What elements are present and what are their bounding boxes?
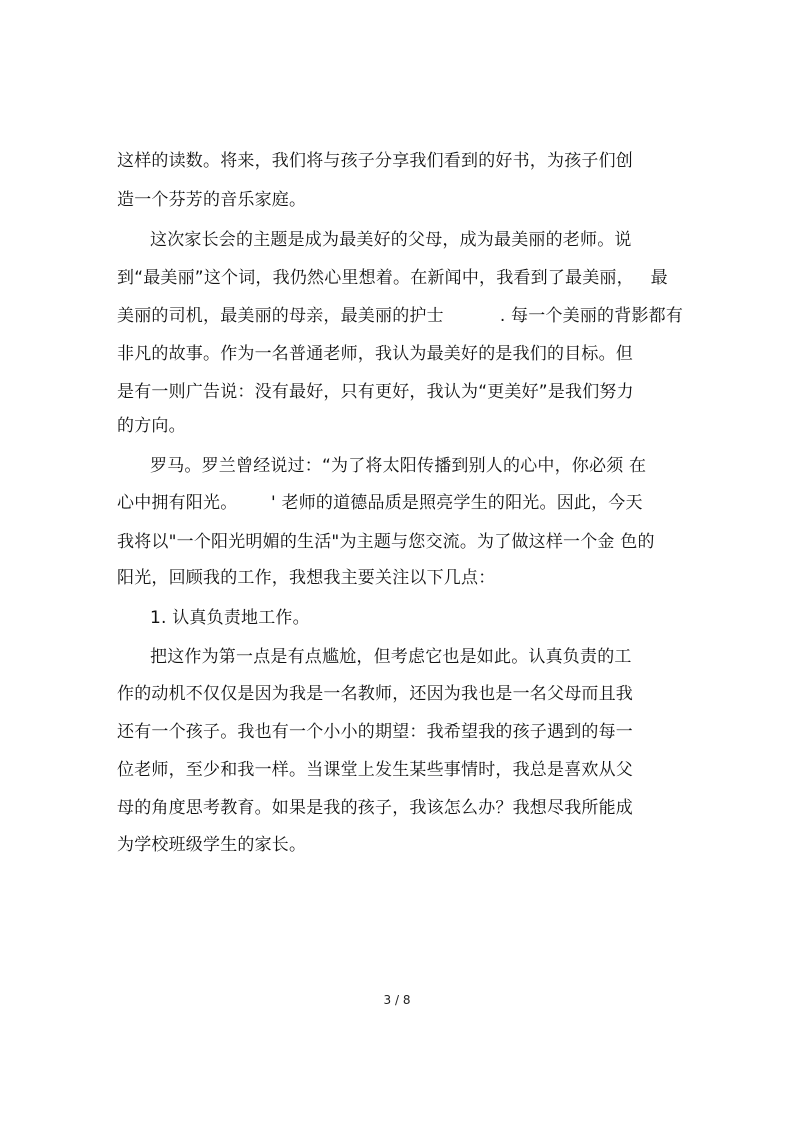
text-line: 为学校班级学生的家长。 bbox=[117, 835, 307, 855]
text-line: 是有一则广告说：没有最好，只有更好，我认为“更美好”是我们努力 bbox=[117, 382, 634, 402]
text-line: 造一个芬芳的音乐家庭。 bbox=[117, 190, 307, 210]
text-line: 到“最美丽”这个词，我仍然心里想着。在新闻中，我看到了最美丽， 最 bbox=[117, 268, 668, 288]
text-line: 罗马。罗兰曾经说过：“为了将太阳传播到别人的心中，你必须 在 bbox=[150, 456, 647, 476]
page-number: 3 / 8 bbox=[383, 993, 411, 1007]
list-item: 1. 认真负责地工作。 bbox=[150, 608, 310, 628]
text-line: 把这作为第一点是有点尴尬，但考虑它也是如此。认真负责的工 bbox=[150, 647, 632, 667]
text-line: 美丽的司机，最美丽的母亲，最美丽的护士 . 每一个美丽的背影都有 bbox=[117, 306, 684, 326]
text-line: 这次家长会的主题是成为最美好的父母，成为最美丽的老师。说 bbox=[150, 230, 632, 250]
text-line: 我将以"一个阳光明媚的生活"为主题与您交流。为了做这样一个金 色的 bbox=[117, 532, 655, 552]
text-line: 阳光，回顾我的工作，我想我主要关注以下几点： bbox=[117, 568, 496, 588]
text-line: 心中拥有阳光。 ' 老师的道德品质是照亮学生的阳光。因此，今天 bbox=[117, 493, 643, 513]
text-line: 母的角度思考教育。如果是我的孩子，我该怎么办？我想尽我所能成 bbox=[117, 798, 633, 818]
text-line: 这样的读数。将来，我们将与孩子分享我们看到的好书，为孩子们创 bbox=[117, 151, 633, 171]
text-line: 位老师，至少和我一样。当课堂上发生某些事情时，我总是喜欢从父 bbox=[117, 760, 633, 780]
text-line: 还有一个孩子。我也有一个小小的期望：我希望我的孩子遇到的每一 bbox=[117, 722, 633, 742]
text-line: 的方向。 bbox=[117, 416, 186, 436]
text-line: 非凡的故事。作为一名普通老师，我认为最美好的是我们的目标。但 bbox=[117, 344, 633, 364]
text-line: 作的动机不仅仅是因为我是一名教师，还因为我也是一名父母而且我 bbox=[117, 684, 633, 704]
